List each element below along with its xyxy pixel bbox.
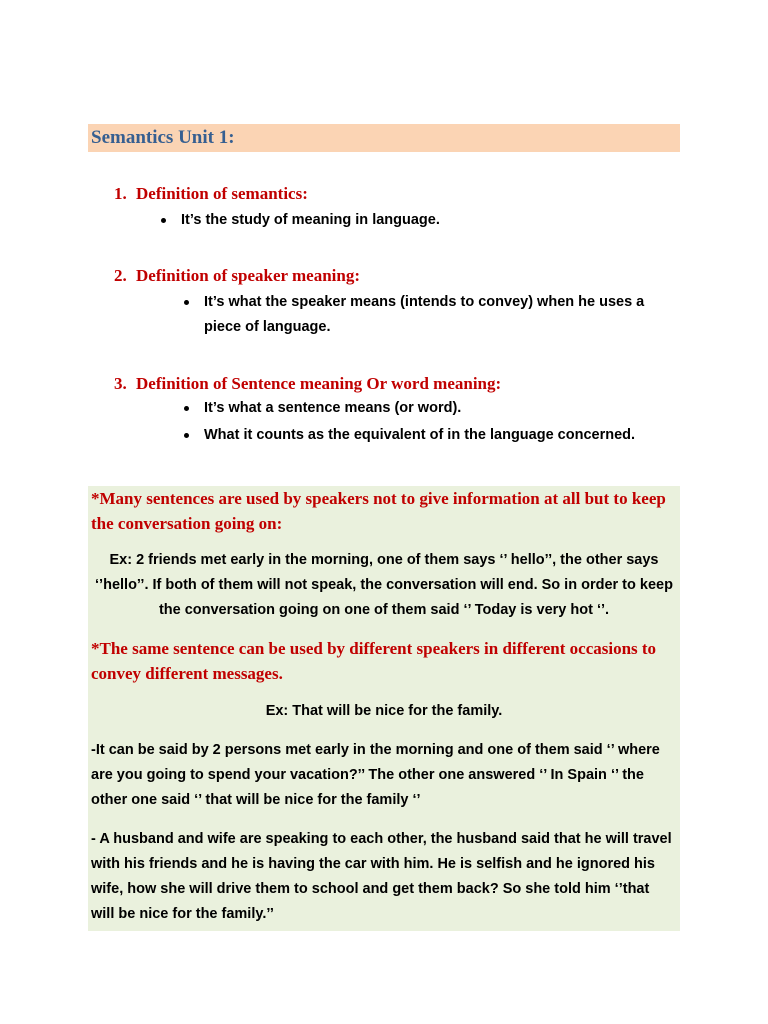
note-many-sentences: *Many sentences are used by speakers not to give information at all but to keep the conversation going on: bbox=[91, 489, 666, 533]
bullet-item: What it counts as the equivalent of in the language concerned. bbox=[204, 427, 636, 443]
section-heading-text: Definition of semantics: bbox=[136, 184, 308, 203]
note-same-sentence: *The same sentence can be used by different speakers in different occasions to convey different messages. bbox=[91, 639, 657, 683]
section-number: 2. bbox=[114, 266, 127, 285]
bullet-item: It’s what a sentence means (or word). bbox=[204, 400, 462, 416]
bullet-item: It’s what the speaker means (intends to convey) when he uses a piece of language. bbox=[204, 294, 645, 335]
section-number: 1. bbox=[114, 184, 127, 203]
section-heading-2 bbox=[114, 266, 360, 286]
case-paragraph-2: - A husband and wife are speaking to each other, the husband said that he will travel with his friends and he is having the car with him. He is selfish and he ignored his wife, how she will drive them to school and get them back? So she told him ‘’that will be nice for the family.’’ bbox=[91, 831, 672, 922]
section-heading-1 bbox=[114, 184, 308, 204]
example-paragraph-2: Ex: That will be nice for the family. bbox=[265, 703, 503, 719]
bullet-dot-icon bbox=[184, 406, 189, 411]
section-heading-3 bbox=[114, 374, 501, 394]
bullet-dot-icon bbox=[161, 218, 166, 223]
example-paragraph-1: Ex: 2 friends met early in the morning, one of them says ‘’ hello’’, the other says ‘’hello’’. If both of them will not speak, the conversation will end. So in order to keep the conversation going on one of them said ‘’ Today is very hot ‘’. bbox=[95, 552, 673, 618]
section-heading-text: Definition of speaker meaning: bbox=[136, 266, 360, 285]
bullet-dot-icon bbox=[184, 300, 189, 305]
section-heading-text: Definition of Sentence meaning Or word meaning: bbox=[136, 374, 502, 393]
bullet-dot-icon bbox=[184, 433, 189, 438]
section-number: 3. bbox=[114, 374, 127, 393]
case-paragraph-1: -It can be said by 2 persons met early in the morning and one of them said ‘’ where are you going to spend your vacation?’’ The other one answered ‘’ In Spain ‘’ the other one said ‘’ that will be nice for the family ‘’ bbox=[91, 742, 660, 808]
bullet-item: It’s the study of meaning in language. bbox=[181, 212, 440, 228]
document-title: Semantics Unit 1: bbox=[91, 127, 235, 148]
